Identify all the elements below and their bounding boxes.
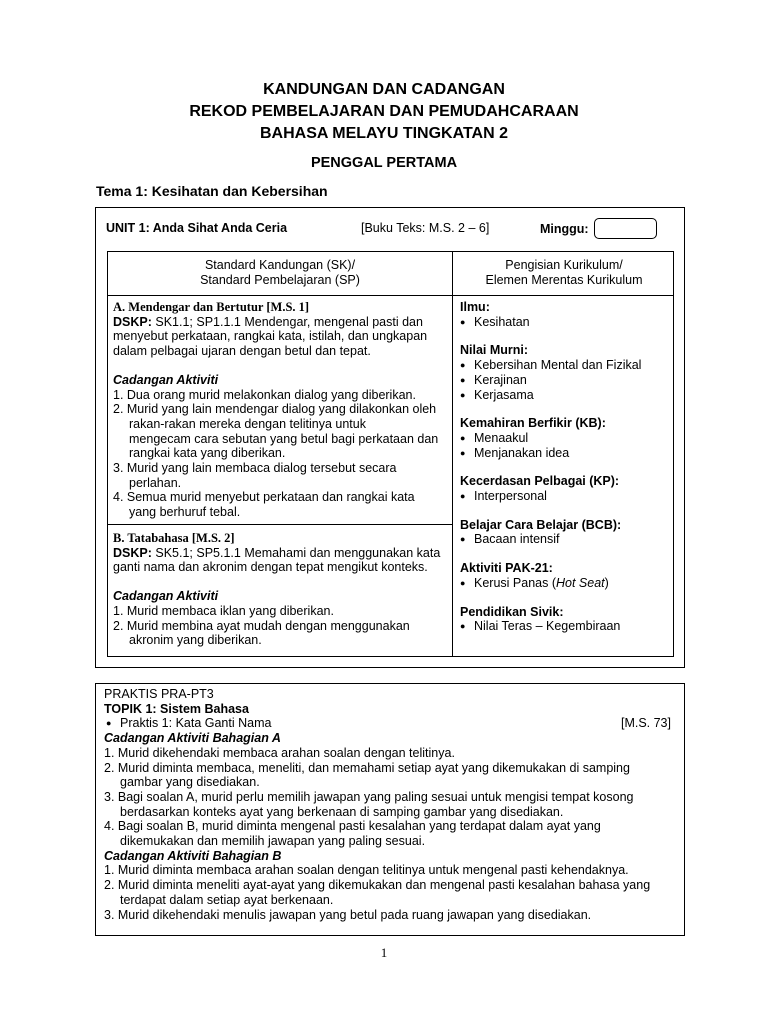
list-item: ● Kesihatan — [460, 315, 672, 330]
header-divider — [107, 295, 674, 296]
list-item: 1. Dua orang murid melakonkan dialog yang diberikan. — [113, 387, 416, 402]
sivik-title: Pendidikan Sivik: — [460, 604, 564, 619]
list-item: ● Kerajinan — [460, 373, 672, 388]
list-item: ● Menaakul — [460, 431, 672, 446]
list-item: 4. Bagi soalan B, murid diminta mengenal pasti kesalahan yang terdapat dalam ayat yang — [104, 819, 601, 834]
kp-title: Kecerdasan Pelbagai (KP): — [460, 474, 620, 489]
praktis-topic: TOPIK 1: Sistem Bahasa — [104, 701, 249, 716]
list-item: 2. Murid yang lain mendengar dialog yang dilakonkan oleh — [113, 402, 437, 417]
list-item: ● Kebersihan Mental dan Fizikal — [460, 358, 672, 373]
section-a: A. Mendengar dan Bertutur [M.S. 1] DSKP: SK1.1; SP1.1.1 Mendengar, mengenal pasti dan menyebut perkataan, rangkai kata, istilah, dan ungkapan dalam pelbagai ujaran dengan betul dan tepat. Cadangan Aktiviti 1. Dua orang murid melakonkan dialog yang diberikan. 2. Murid yang lain mendengar dialog yang dilakonkan oleh rakan-rakan mereka dengan telitinya untuk mengecam cara sebutan yang betul bagi perkataan dan rangkai kata yang diberikan. 3. Murid yang lain membaca dialog tersebut secara perlahan. 4. Semua murid menyebut perkataan dan rangkai kata yang berhuruf tebal. — [113, 300, 449, 520]
nilai-title: Nilai Murni: — [460, 343, 529, 358]
list-item: 1. Murid dikehendaki membaca arahan soalan dengan telitinya. — [104, 745, 455, 760]
list-item: 3. Bagi soalan A, murid perlu memilih jawapan yang paling sesuai untuk mengisi tempat kosong — [104, 789, 634, 804]
section-divider — [107, 524, 453, 525]
kb-title: Kemahiran Berfikir (KB): — [460, 416, 606, 431]
section-b-activity-title: Cadangan Aktiviti — [113, 589, 219, 604]
doc-title-line2: REKOD PEMBELAJARAN DAN PEMUDAHCARAAN — [189, 103, 579, 120]
list-item: 4. Semua murid menyebut perkataan dan rangkai kata — [113, 490, 415, 505]
doc-title-line3: BAHASA MELAYU TINGKATAN 2 — [259, 125, 508, 142]
praktis-title: PRAKTIS PRA-PT3 — [104, 687, 214, 701]
list-item: ● Kerjasama — [460, 388, 672, 403]
praktis-sub-b: Cadangan Aktiviti Bahagian B — [104, 848, 282, 863]
pak-title: Aktiviti PAK-21: — [460, 561, 553, 576]
col2-header: Pengisian Kurikulum/ Elemen Merentas Kurikulum — [485, 258, 643, 287]
term-heading: PENGGAL PERTAMA — [310, 155, 458, 171]
list-item: 3. Murid dikehendaki menulis jawapan yang betul pada ruang jawapan yang disediakan. — [104, 907, 592, 922]
section-b-dskp: DSKP: SK5.1; SP5.1.1 Memahami dan menggunakan kata — [113, 545, 441, 560]
list-item: 1. Murid membaca iklan yang diberikan. — [113, 603, 334, 618]
section-a-heading: A. Mendengar dan Bertutur [M.S. 1] — [113, 300, 310, 314]
list-item: 2. Murid diminta membaca, meneliti, dan memahami setiap ayat yang dikemukakan di samping — [104, 760, 630, 775]
list-item: ● Bacaan intensif — [460, 532, 672, 547]
unit-label: UNIT 1: Anda Sihat Anda Ceria — [106, 221, 288, 235]
praktis-sub-a: Cadangan Aktiviti Bahagian A — [104, 731, 281, 746]
list-item: 2. Murid membina ayat mudah dengan menggunakan — [113, 618, 410, 633]
column-divider — [452, 251, 453, 657]
list-item: 3. Murid yang lain membaca dialog tersebut secara — [113, 461, 397, 476]
week-label: Minggu: — [540, 222, 589, 236]
praktis-bullet: ● Praktis 1: Kata Ganti Nama [M.S. 73] — [106, 716, 679, 731]
list-item: 2. Murid diminta meneliti ayat-ayat yang dikemukakan dan mengenal pasti kesalahan bahasa yang — [104, 878, 651, 893]
list-item: ● Interpersonal — [460, 489, 672, 504]
praktis-page-ref: [M.S. 73] — [620, 716, 671, 731]
section-a-activity-title: Cadangan Aktiviti — [113, 372, 219, 387]
textbook-ref: [Buku Teks: M.S. 2 – 6] — [361, 221, 490, 235]
list-item: ● Nilai Teras – Kegembiraan — [460, 619, 672, 634]
section-b: B. Tatabahasa [M.S. 2] DSKP: SK5.1; SP5.1.1 Memahami dan menggunakan kata ganti nama dan akronim dengan tepat mengikut konteks. Cadangan Aktiviti 1. Murid membaca iklan yang diberikan. 2. Murid membina ayat mudah dengan menggunakan akronim yang diberikan. — [113, 531, 449, 648]
week-field[interactable] — [594, 218, 657, 239]
doc-title-line1: KANDUNGAN DAN CADANGAN — [263, 81, 505, 98]
bcb-title: Belajar Cara Belajar (BCB): — [460, 517, 622, 532]
section-a-dskp: DSKP: SK1.1; SP1.1.1 Mendengar, mengenal pasti dan — [113, 314, 423, 329]
praktis-content: PRAKTIS PRA-PT3 TOPIK 1: Sistem Bahasa ● Praktis 1: Kata Ganti Nama [M.S. 73] Cadangan Aktiviti Bahagian A 1. Murid dikehendaki membaca arahan soalan dengan telitinya. 2. Murid diminta membaca, meneliti, dan memahami setiap ayat yang dikemukakan di samping gambar yang disediakan. 3. Bagi soalan A, murid perlu memilih jawapan yang paling sesuai untuk mengisi tempat kosong berdasarkan konteks ayat yang berkenaan di samping gambar yang disediakan. 4. Bagi soalan B, murid diminta mengenal pasti kesalahan yang terdapat dalam ayat yang dikemukakan dan memilih jawapan yang paling sesuai. Cadangan Aktiviti Bahagian B 1. Murid diminta membaca arahan soalan dengan telitinya untuk mengenal pasti kehendaknya. 2. Murid diminta meneliti ayat-ayat yang dikemukakan dan mengenal pasti kesalahan bahasa yang terdapat dalam setiap ayat berkenaan. 3. Murid dikehendaki menulis jawapan yang betul pada ruang jawapan yang disediakan. — [104, 687, 679, 922]
col1-header: Standard Kandungan (SK)/ Standard Pembelajaran (SP) — [200, 258, 360, 287]
ilmu-title: Ilmu: — [460, 300, 490, 314]
list-item: 1. Murid diminta membaca arahan soalan dengan telitinya untuk mengenal pasti kehendaknya. — [104, 863, 629, 878]
theme-heading: Tema 1: Kesihatan dan Kebersihan — [96, 183, 328, 199]
section-b-heading: B. Tatabahasa [M.S. 2] — [113, 531, 235, 545]
list-item: ● Kerusi Panas (Hot Seat) — [460, 576, 672, 591]
curriculum-elements — [460, 300, 672, 634]
page-number: 1 — [380, 945, 388, 960]
list-item: ● Menjanakan idea — [460, 446, 672, 461]
